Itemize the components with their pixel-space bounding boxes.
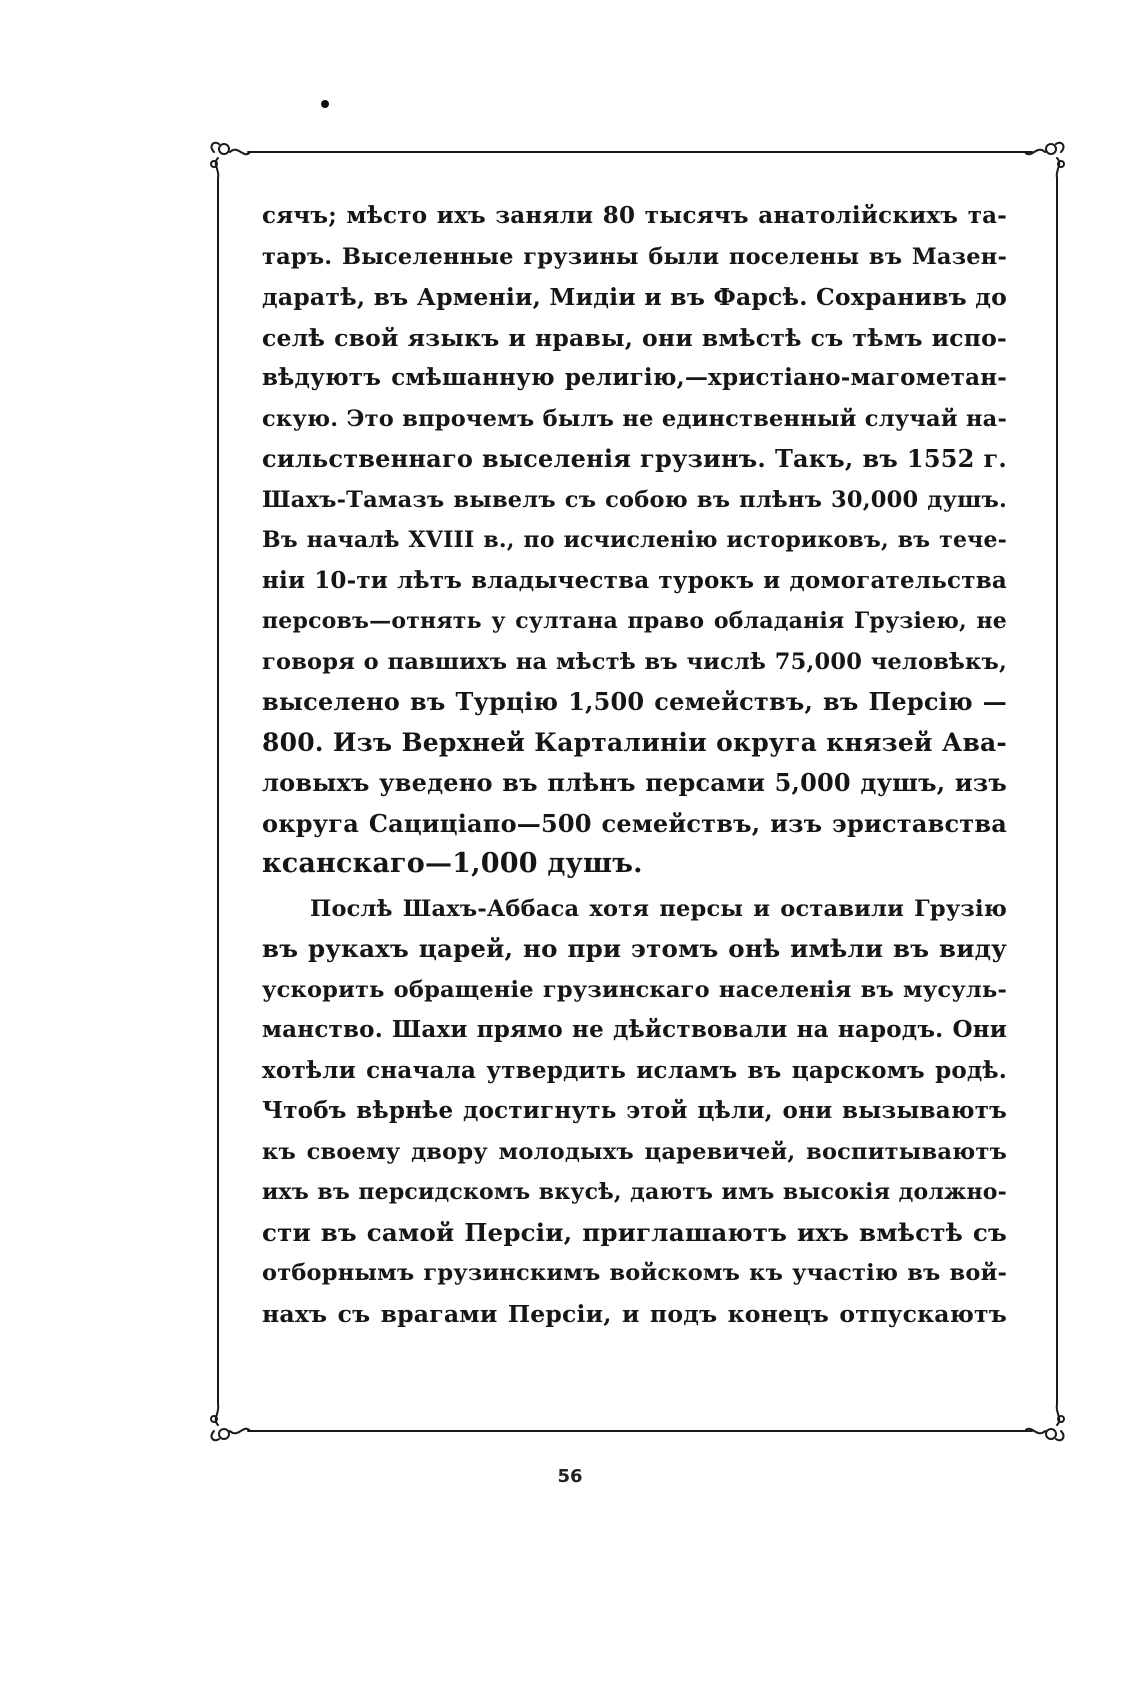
text-line: въ рукахъ царей, но при этомъ онѣ имѣли въ виду: [262, 934, 1007, 963]
text-line: ихъ въ персидскомъ вкусѣ, даютъ имъ высокія должно-: [262, 1179, 1007, 1205]
text-line: скую. Это впрочемъ былъ не единственный случай на-: [262, 405, 1007, 432]
text-line: сильственнаго выселенія грузинъ. Такъ, въ 1552 г.: [262, 444, 1007, 473]
text-line: округа Сациціапо—500 семействъ, изъ эриставства: [262, 808, 1007, 838]
text-line: 800. Изъ Верхней Карталиніи округа князей Ава-: [262, 727, 1007, 757]
text-line: сячъ; мѣсто ихъ заняли 80 тысячъ анатолійскихъ та-: [262, 202, 1007, 229]
page-number: 56: [557, 1466, 583, 1487]
text-line: говоря о павшихъ на мѣстѣ въ числѣ 75,000 человѣкъ,: [262, 648, 1007, 675]
paragraph-1: [262, 196, 1007, 885]
ink-speck: [321, 100, 329, 108]
text-line: выселено въ Турцію 1,500 семействъ, въ Персію —: [262, 687, 1007, 716]
text-line: вѣдуютъ смѣшанную религію,—христіано-магометан-: [262, 364, 1007, 391]
text-line: Шахъ-Тамазъ вывелъ съ собою въ плѣнъ 30,000 душъ.: [262, 486, 1007, 513]
text-line: селѣ свой языкъ и нравы, они вмѣстѣ съ тѣмъ испо-: [262, 323, 1007, 352]
text-line: хотѣли сначала утвердить исламъ въ царскомъ родѣ.: [262, 1056, 1007, 1084]
body-text: [262, 196, 1007, 1334]
text-line: Чтобъ вѣрнѣе достигнуть этой цѣли, они вызываютъ: [262, 1097, 1007, 1124]
text-line: къ своему двору молодыхъ царевичей, воспитываютъ: [262, 1138, 1007, 1165]
text-line: отборнымъ грузинскимъ войскомъ къ участію въ вой-: [262, 1260, 1007, 1286]
text-line: ловыхъ уведено въ плѣнъ персами 5,000 душъ, изъ: [262, 768, 1007, 797]
text-line: персовъ—отнять у султана право обладанія Грузіею, не: [262, 608, 1007, 634]
text-line: ускорить обращеніе грузинскаго населенія въ мусуль-: [262, 976, 1007, 1003]
text-line: ніи 10-ти лѣтъ владычества турокъ и домогательства: [262, 566, 1007, 594]
text-line: нахъ съ врагами Персіи, и подъ конецъ отпускаютъ: [262, 1299, 1007, 1328]
text-line: Послѣ Шахъ-Аббаса хотя персы и оставили Грузію: [310, 895, 1007, 922]
text-line: сти въ самой Персіи, приглашаютъ ихъ вмѣстѣ съ: [262, 1217, 1007, 1247]
text-line: манство. Шахи прямо не дѣйствовали на народъ. Они: [262, 1016, 1007, 1043]
text-line: Въ началѣ XVIII в., по исчисленію историковъ, въ тече-: [262, 527, 1007, 553]
text-line: даратѣ, въ Арменіи, Мидіи и въ Фарсѣ. Сохранивъ до: [262, 283, 1007, 311]
text-line: таръ. Выселенные грузины были поселены въ Мазен-: [262, 243, 1007, 270]
paragraph-2: [262, 889, 1007, 1335]
text-line: ксанскаго—1,000 душъ.: [262, 848, 643, 879]
